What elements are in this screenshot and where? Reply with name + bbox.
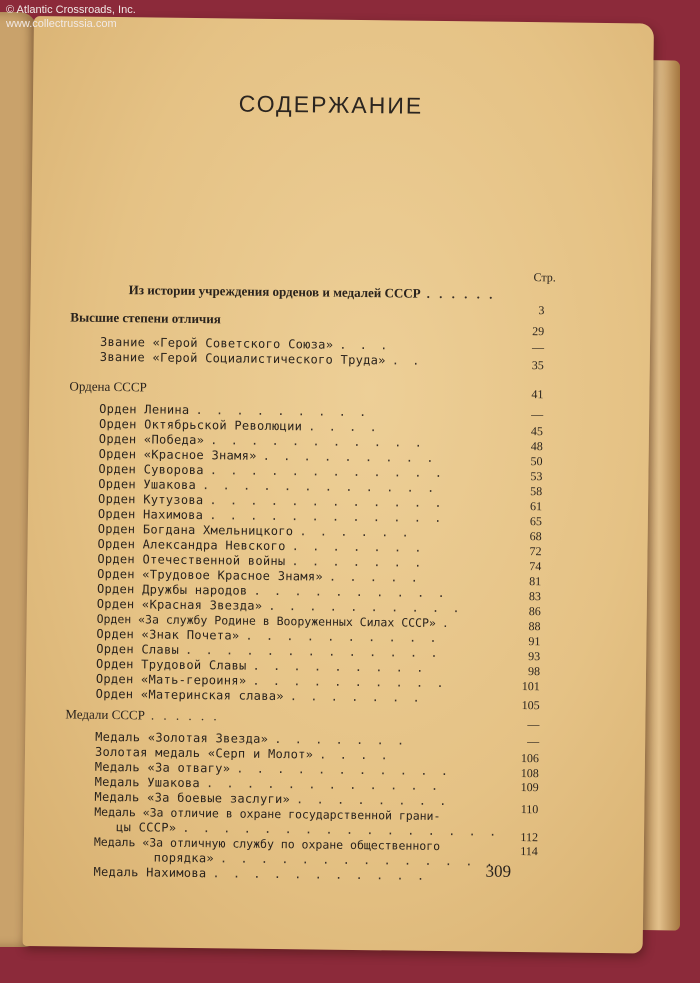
leader-dots: . . . . . . . . . . . <box>210 433 425 450</box>
toc-page-number: 109 <box>520 780 539 795</box>
leader-dots: . . . . . . <box>426 285 496 302</box>
toc-entry <box>100 350 423 368</box>
toc-section-heading <box>69 378 147 395</box>
leader-dots: . . . . . . . <box>291 539 425 555</box>
toc-entry-label: Орден «Знак Почета» <box>96 626 240 643</box>
toc-page-number: 3 <box>538 303 545 318</box>
toc-page-number: 45 <box>530 424 544 439</box>
toc-entry-label: Орден Кутузова <box>98 491 204 508</box>
toc-entry-label: Орден «Мать-героиня» <box>95 671 247 688</box>
leader-dots: . . . . . . . . . . . <box>212 866 428 883</box>
leader-dots: . . . . <box>319 747 391 763</box>
toc-entry-label: Орден Нахимова <box>97 506 204 523</box>
toc-page-number: 86 <box>528 604 541 619</box>
toc-page-number: 110 <box>520 802 539 817</box>
toc-entry-label: цы СССР» <box>116 820 177 835</box>
toc-entry-label: порядка» <box>153 850 215 866</box>
leader-dots: . . . . . . . <box>274 731 408 748</box>
toc-page-number: — <box>527 734 540 749</box>
toc-entry-label: Золотая медаль «Серп и Молот» <box>94 744 314 762</box>
leader-dots: . . . . . . . . . . . . <box>205 776 442 794</box>
toc-page-number: 61 <box>529 499 543 514</box>
toc-page-number: — <box>531 340 545 355</box>
toc-entry-label: Орден Славы <box>96 641 180 657</box>
footer-page-number: 309 <box>485 861 512 881</box>
leader-dots: . . . . <box>308 419 380 435</box>
toc-page-number: 29 <box>532 324 545 339</box>
leader-dots: . . . . . . . . . . <box>268 598 463 616</box>
page-title: СОДЕРЖАНИЕ <box>238 90 424 119</box>
toc-entry-label: Орден «Победа» <box>98 431 205 448</box>
toc-page-number: — <box>531 407 544 422</box>
leader-dots: . . . . . . . . . <box>262 448 437 465</box>
leader-dots: . . . . . . . . . . <box>252 673 447 691</box>
leader-dots: . . . . . . . . . . . . . . <box>219 851 497 869</box>
toc-entry-label: Звание «Герой Советского Союза» <box>99 334 334 352</box>
toc-page-number: 53 <box>530 469 543 484</box>
leader-dots: . . . . . . <box>150 707 220 724</box>
toc-page-number: 41 <box>531 387 544 402</box>
toc-entry-label: Ордена СССР <box>69 378 147 395</box>
leader-dots: . . <box>391 353 423 368</box>
toc-page-number: 112 <box>520 830 539 845</box>
leader-dots: . <box>441 616 452 631</box>
leader-dots: . . . . . . . <box>289 689 423 705</box>
toc-page-number: 114 <box>520 844 538 859</box>
toc-entry-label: Орден «Материнская слава» <box>95 686 284 704</box>
toc-entry-label: Орден Октябрьской Революции <box>98 416 303 434</box>
toc-entry-label: Из истории учреждения орденов и медалей СССР <box>128 282 421 301</box>
toc-section-heading <box>70 309 221 327</box>
toc-entry-label: Медали СССР <box>65 706 145 723</box>
toc-entry-label: Орден Дружбы народов <box>96 581 248 598</box>
toc-entry-label: Орден Ушакова <box>98 476 197 493</box>
toc-page-number: 68 <box>529 529 542 544</box>
toc-page-number: 50 <box>530 454 543 469</box>
toc-entry-label: Высшие степени отличия <box>70 309 221 327</box>
toc-entry-label: Орден «За службу Родине в Вооруженных Силах СССР» <box>96 611 436 630</box>
toc-page-number: 35 <box>531 358 544 373</box>
leader-dots: . . . . . . . . . . <box>245 628 440 646</box>
leader-dots: . . . . . . . . <box>296 792 450 809</box>
book-page <box>23 16 654 954</box>
toc-entry-label: Звание «Герой Социалистического Труда» <box>99 349 386 368</box>
toc-entry <box>129 282 496 302</box>
leader-dots: . . . . . . . . . . . . . . . . <box>182 820 500 839</box>
toc-page-number: 74 <box>529 559 542 574</box>
toc-entry-label: Медаль «За отвагу» <box>94 759 231 776</box>
leader-dots: . . . . . . . . . . . . <box>209 463 446 481</box>
toc-entry-label: Орден Суворова <box>98 461 204 478</box>
leader-dots: . . . . . . . . . . <box>253 583 448 601</box>
toc-page-number: 48 <box>530 439 543 454</box>
toc-entry-label: Орден Отечественной войны <box>97 551 286 569</box>
toc-entry <box>93 865 427 883</box>
toc-page-number: 65 <box>529 514 542 529</box>
toc-page-number: 98 <box>527 664 541 679</box>
toc-entry-label: Орден Александра Невского <box>97 536 286 554</box>
toc-page-number: 81 <box>529 574 542 589</box>
leader-dots: . . . . . . . . . . . . <box>209 508 445 526</box>
leader-dots: . . . <box>339 337 391 353</box>
toc-entry-label: Медаль «Золотая Звезда» <box>95 729 269 746</box>
watermark <box>6 3 136 31</box>
toc-page-number: 108 <box>520 766 539 781</box>
toc-entry-label: Орден Ленина <box>99 401 190 417</box>
toc-entry-label: Медаль «За боевые заслуги» <box>94 789 291 807</box>
toc-page-number: 88 <box>528 619 541 634</box>
leader-dots: . . . . . . . . . <box>195 403 370 420</box>
toc-page-number: 83 <box>528 589 542 604</box>
toc-page-number: 106 <box>520 751 540 766</box>
toc-entry-label: Медаль «За отличие в охране государственной грани- <box>94 804 441 824</box>
toc-section-heading <box>65 706 219 724</box>
leader-dots: . . . . . . . . . <box>252 658 427 675</box>
leader-dots: . . . . . . <box>299 524 412 540</box>
leader-dots: . . . . . <box>328 569 422 585</box>
toc-entry-label: Орден «Красное Знамя» <box>98 446 257 463</box>
toc-entry <box>94 835 440 853</box>
toc-entry-label: Орден «Трудовое Красное Знамя» <box>97 566 324 584</box>
page-column-header: Стр. <box>533 270 556 285</box>
toc-entry-label: Медаль «За отличную службу по охране общественного <box>93 834 441 854</box>
leader-dots: . . . . . . . . . . . . <box>209 493 445 511</box>
toc-page-number: 72 <box>529 544 542 559</box>
leader-dots: . . . . . . . <box>291 554 425 570</box>
toc-entry-label: Орден Богдана Хмельницкого <box>97 521 294 539</box>
leader-dots: . . . . . . . . . . . . <box>202 478 438 495</box>
toc-page-number: 58 <box>530 484 543 499</box>
leader-dots: . . . . . . . . . . . . . <box>184 642 441 661</box>
toc-page-number: 91 <box>528 634 541 649</box>
toc-page-number: 93 <box>528 649 541 664</box>
toc-entry-label: Орден Трудовой Славы <box>96 656 247 673</box>
watermark-line-1: © Atlantic Crossroads, Inc. <box>6 4 136 16</box>
leader-dots: . . . . . . . . . . . <box>236 761 452 779</box>
toc-entry-label: Медаль Ушакова <box>94 774 201 791</box>
toc-page-number: 105 <box>521 698 540 713</box>
toc-entry <box>96 687 423 705</box>
toc-page-number: — <box>527 717 540 732</box>
watermark-line-2: www.collectrussia.com <box>6 18 117 30</box>
toc-entry-label: Орден «Красная Звезда» <box>96 596 263 613</box>
toc-entry-label: Медаль Нахимова <box>93 864 207 881</box>
toc-page-number: 101 <box>521 679 540 694</box>
